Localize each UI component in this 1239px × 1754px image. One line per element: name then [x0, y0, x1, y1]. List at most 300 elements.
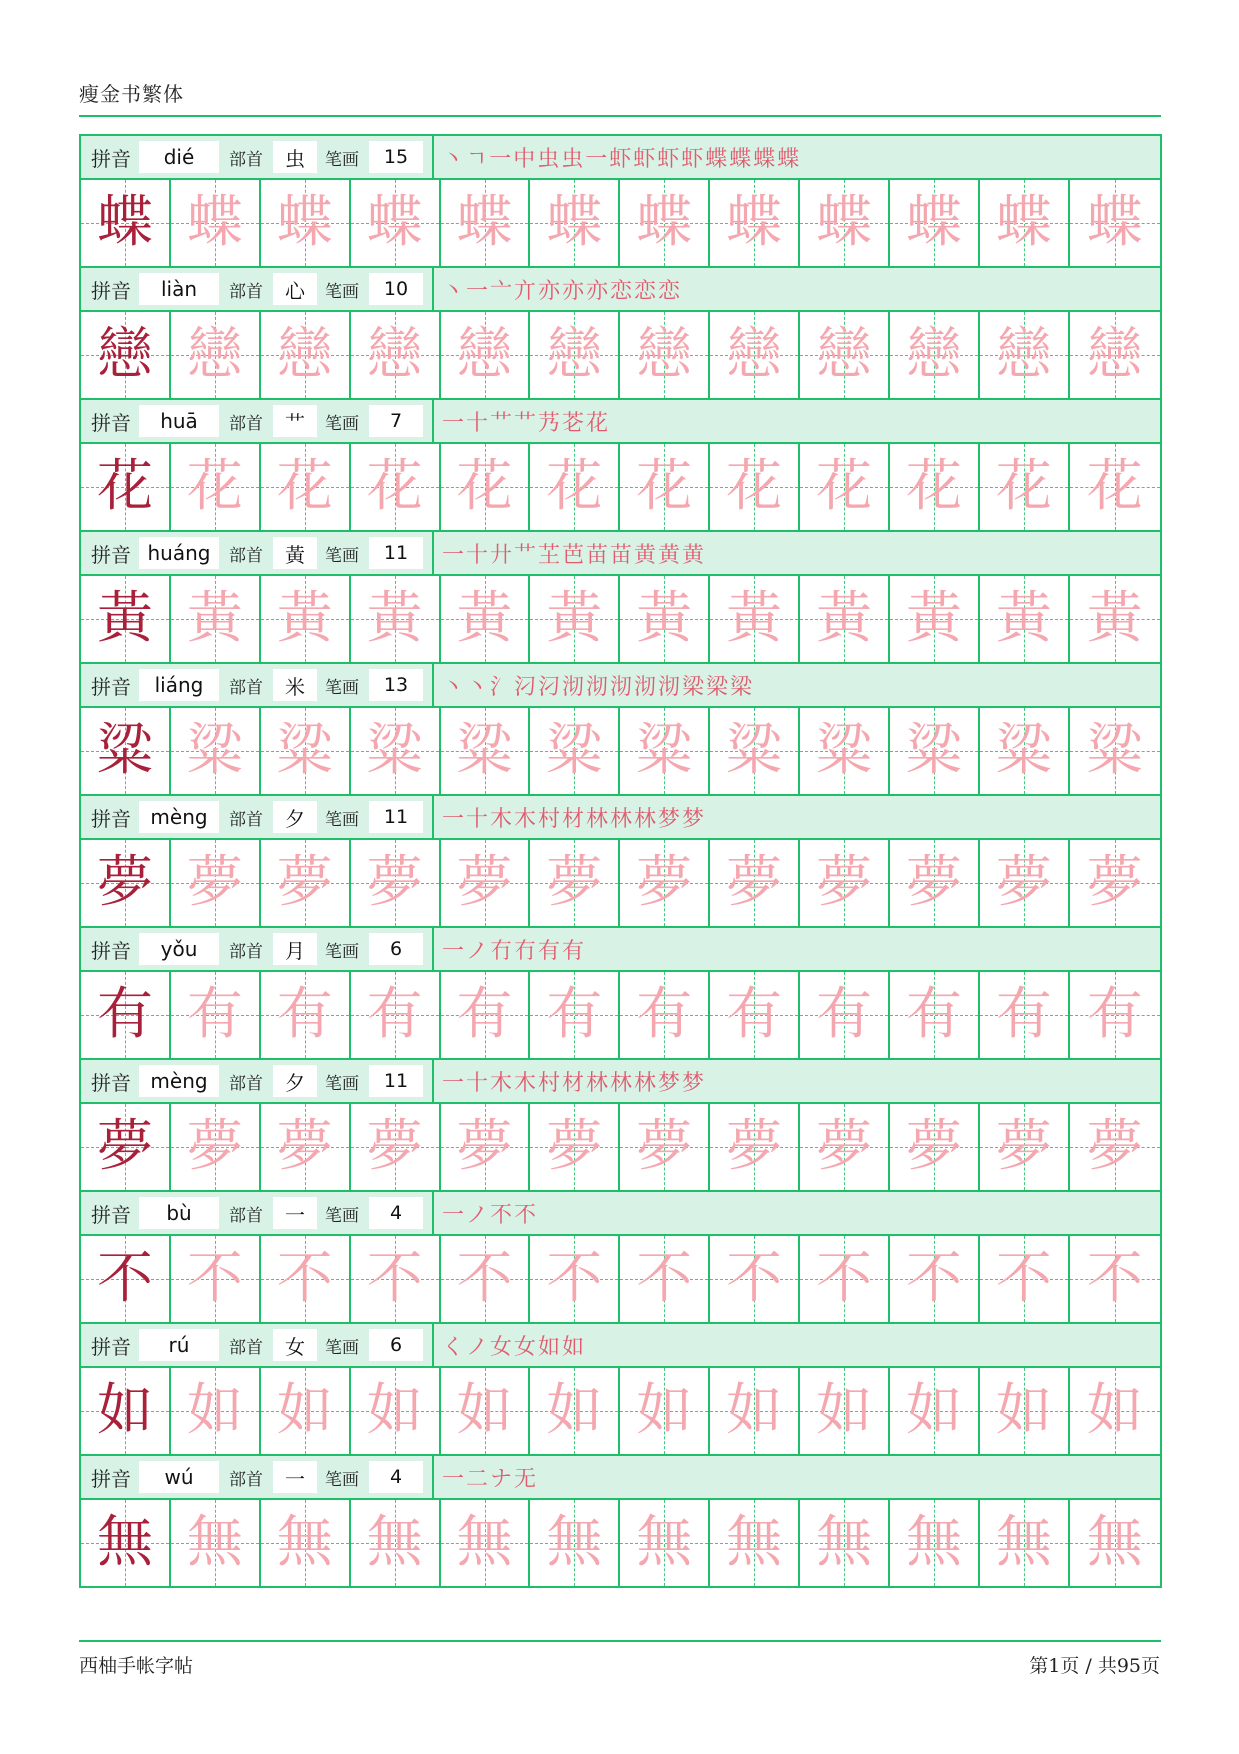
trace-cell	[1070, 1368, 1160, 1454]
trace-character: 有	[636, 982, 693, 1047]
trace-character: 蝶	[905, 190, 962, 255]
trace-character: 花	[995, 454, 1052, 519]
practice-grid-row	[81, 1236, 1160, 1322]
trace-cell	[441, 708, 531, 794]
trace-character: 不	[456, 1246, 513, 1311]
entry-info-bar	[81, 1190, 1160, 1236]
trace-character: 夢	[186, 850, 243, 915]
trace-cell	[261, 972, 351, 1058]
trace-cell	[261, 180, 351, 266]
trace-character: 粱	[816, 718, 873, 783]
strokes-value: 15	[369, 141, 423, 173]
pinyin-label: 拼音	[91, 146, 131, 171]
trace-cell	[530, 1368, 620, 1454]
trace-character: 戀	[366, 322, 423, 387]
trace-character: 無	[995, 1510, 1052, 1575]
trace-character: 黃	[726, 586, 783, 651]
trace-cell	[980, 840, 1070, 926]
trace-cell	[1070, 312, 1160, 398]
trace-cell	[351, 1368, 441, 1454]
character-entry	[81, 136, 1160, 266]
trace-character: 無	[456, 1510, 513, 1575]
trace-character: 蝶	[726, 190, 783, 255]
radical-label: 部首	[229, 677, 263, 698]
trace-cell	[890, 1368, 980, 1454]
radical-label: 部首	[229, 809, 263, 830]
trace-character: 有	[816, 982, 873, 1047]
entry-info-bar	[81, 794, 1160, 840]
entry-info-bar	[81, 398, 1160, 444]
trace-cell	[351, 180, 441, 266]
practice-grid-row	[81, 1104, 1160, 1190]
trace-character: 蝶	[995, 190, 1052, 255]
trace-cell	[171, 840, 261, 926]
stroke-sequence: くノ女女如如	[442, 1334, 587, 1360]
radical-value: 月	[273, 933, 317, 965]
radical-value: 一	[273, 1461, 317, 1493]
entry-meta	[81, 1060, 434, 1102]
trace-cell	[890, 444, 980, 530]
entry-meta	[81, 1324, 434, 1366]
trace-cell	[530, 180, 620, 266]
model-character: 夢	[96, 1114, 153, 1179]
trace-cell	[171, 1500, 261, 1586]
trace-cell	[351, 840, 441, 926]
trace-cell	[800, 576, 890, 662]
model-character: 不	[96, 1246, 153, 1311]
pinyin-value: liáng	[139, 669, 219, 701]
trace-cell	[1070, 180, 1160, 266]
pinyin-value: bù	[139, 1197, 219, 1229]
trace-character: 戀	[186, 322, 243, 387]
model-character: 戀	[96, 322, 153, 387]
model-cell	[81, 840, 171, 926]
trace-cell	[800, 1236, 890, 1322]
trace-cell	[351, 1236, 441, 1322]
trace-cell	[171, 972, 261, 1058]
trace-character: 夢	[726, 850, 783, 915]
entry-info-bar	[81, 1058, 1160, 1104]
trace-character: 有	[456, 982, 513, 1047]
strokes-value: 4	[369, 1461, 423, 1493]
stroke-sequence: 丶ㄱ一中虫虫一虾虾虾虾蝶蝶蝶蝶	[442, 146, 802, 172]
trace-character: 不	[366, 1246, 423, 1311]
trace-cell	[980, 576, 1070, 662]
entry-meta	[81, 796, 434, 838]
trace-cell	[351, 708, 441, 794]
trace-character: 花	[905, 454, 962, 519]
trace-character: 蝶	[186, 190, 243, 255]
trace-cell	[800, 708, 890, 794]
trace-character: 戀	[456, 322, 513, 387]
trace-character: 蝶	[276, 190, 333, 255]
trace-character: 粱	[366, 718, 423, 783]
trace-cell	[441, 972, 531, 1058]
trace-character: 黃	[546, 586, 603, 651]
trace-character: 夢	[546, 1114, 603, 1179]
radical-label: 部首	[229, 1337, 263, 1358]
trace-cell	[980, 312, 1070, 398]
entry-info-bar	[81, 926, 1160, 972]
trace-cell	[441, 1104, 531, 1190]
trace-character: 如	[1086, 1378, 1143, 1443]
entry-info-bar	[81, 530, 1160, 576]
model-character: 如	[96, 1378, 153, 1443]
trace-cell	[890, 972, 980, 1058]
trace-cell	[710, 708, 800, 794]
trace-character: 黃	[995, 586, 1052, 651]
trace-cell	[1070, 708, 1160, 794]
model-character: 黃	[96, 586, 153, 651]
trace-cell	[351, 1500, 441, 1586]
practice-grid-row	[81, 972, 1160, 1058]
trace-cell	[710, 1104, 800, 1190]
trace-cell	[171, 312, 261, 398]
character-entry	[81, 926, 1160, 1058]
strokes-label: 笔画	[325, 1337, 359, 1358]
trace-cell	[351, 972, 441, 1058]
radical-label: 部首	[229, 1073, 263, 1094]
trace-cell	[441, 1368, 531, 1454]
trace-character: 夢	[905, 850, 962, 915]
trace-cell	[171, 576, 261, 662]
trace-cell	[441, 840, 531, 926]
trace-cell	[261, 1500, 351, 1586]
trace-character: 花	[366, 454, 423, 519]
entry-info-bar	[81, 1322, 1160, 1368]
trace-character: 有	[366, 982, 423, 1047]
pinyin-value: huā	[139, 405, 219, 437]
trace-cell	[620, 840, 710, 926]
trace-cell	[620, 576, 710, 662]
trace-character: 戀	[726, 322, 783, 387]
trace-cell	[710, 1236, 800, 1322]
trace-character: 無	[905, 1510, 962, 1575]
radical-label: 部首	[229, 413, 263, 434]
radical-label: 部首	[229, 281, 263, 302]
trace-cell	[171, 1368, 261, 1454]
pinyin-value: rú	[139, 1329, 219, 1361]
trace-cell	[710, 972, 800, 1058]
trace-character: 不	[816, 1246, 873, 1311]
stroke-sequence: 一ノ不不	[442, 1202, 539, 1228]
trace-cell	[980, 1104, 1070, 1190]
trace-cell	[351, 1104, 441, 1190]
trace-cell	[530, 312, 620, 398]
trace-character: 蝶	[366, 190, 423, 255]
trace-character: 如	[276, 1378, 333, 1443]
trace-character: 黃	[816, 586, 873, 651]
strokes-label: 笔画	[325, 149, 359, 170]
trace-cell	[171, 444, 261, 530]
radical-label: 部首	[229, 149, 263, 170]
trace-cell	[620, 708, 710, 794]
trace-character: 不	[905, 1246, 962, 1311]
trace-cell	[351, 444, 441, 530]
trace-cell	[620, 972, 710, 1058]
trace-character: 夢	[726, 1114, 783, 1179]
pinyin-value: wú	[139, 1461, 219, 1493]
trace-character: 夢	[186, 1114, 243, 1179]
trace-cell	[620, 312, 710, 398]
character-entry	[81, 398, 1160, 530]
trace-cell	[890, 312, 980, 398]
entry-meta	[81, 928, 434, 970]
trace-character: 戀	[905, 322, 962, 387]
trace-character: 粱	[456, 718, 513, 783]
practice-grid-row	[81, 180, 1160, 266]
trace-character: 如	[636, 1378, 693, 1443]
trace-character: 如	[905, 1378, 962, 1443]
pinyin-label: 拼音	[91, 1466, 131, 1491]
trace-character: 戀	[276, 322, 333, 387]
trace-cell	[530, 1236, 620, 1322]
strokes-label: 笔画	[325, 281, 359, 302]
trace-character: 夢	[456, 1114, 513, 1179]
header-divider	[79, 115, 1161, 117]
trace-character: 有	[276, 982, 333, 1047]
radical-label: 部首	[229, 1205, 263, 1226]
trace-cell	[530, 1500, 620, 1586]
trace-character: 如	[366, 1378, 423, 1443]
radical-label: 部首	[229, 941, 263, 962]
trace-character: 夢	[816, 850, 873, 915]
trace-character: 夢	[276, 1114, 333, 1179]
trace-character: 黃	[636, 586, 693, 651]
trace-cell	[1070, 444, 1160, 530]
trace-character: 夢	[546, 850, 603, 915]
trace-character: 如	[995, 1378, 1052, 1443]
trace-character: 如	[726, 1378, 783, 1443]
trace-character: 無	[366, 1510, 423, 1575]
pinyin-label: 拼音	[91, 938, 131, 963]
model-cell	[81, 1368, 171, 1454]
trace-cell	[1070, 972, 1160, 1058]
strokes-value: 7	[369, 405, 423, 437]
trace-cell	[710, 180, 800, 266]
trace-character: 粱	[276, 718, 333, 783]
practice-grid-row	[81, 708, 1160, 794]
radical-value: 米	[273, 669, 317, 701]
entry-meta	[81, 664, 434, 706]
pinyin-value: huáng	[139, 537, 219, 569]
trace-cell	[171, 1104, 261, 1190]
trace-cell	[800, 972, 890, 1058]
pinyin-label: 拼音	[91, 1334, 131, 1359]
trace-cell	[530, 576, 620, 662]
entry-meta	[81, 400, 434, 442]
trace-character: 不	[186, 1246, 243, 1311]
trace-cell	[890, 1104, 980, 1190]
trace-cell	[441, 444, 531, 530]
trace-cell	[890, 840, 980, 926]
trace-cell	[710, 444, 800, 530]
trace-cell	[530, 444, 620, 530]
trace-cell	[441, 312, 531, 398]
model-cell	[81, 180, 171, 266]
character-entry	[81, 1190, 1160, 1322]
trace-cell	[980, 708, 1070, 794]
model-cell	[81, 576, 171, 662]
model-cell	[81, 708, 171, 794]
trace-character: 不	[726, 1246, 783, 1311]
trace-character: 夢	[366, 1114, 423, 1179]
trace-character: 花	[546, 454, 603, 519]
trace-character: 不	[995, 1246, 1052, 1311]
pinyin-value: dié	[139, 141, 219, 173]
stroke-sequence: 丶丶氵汈汈沏沏沏沏沏梁梁梁	[442, 674, 755, 700]
trace-cell	[261, 312, 351, 398]
radical-value: 夕	[273, 1065, 317, 1097]
trace-cell	[441, 576, 531, 662]
practice-sheet	[79, 134, 1162, 1588]
trace-cell	[441, 180, 531, 266]
stroke-sequence: 一十廾艹芏芭苗苗黄黄黄	[442, 542, 707, 568]
trace-character: 粱	[1086, 718, 1143, 783]
trace-cell	[710, 312, 800, 398]
trace-cell	[530, 708, 620, 794]
trace-cell	[980, 972, 1070, 1058]
trace-cell	[351, 312, 441, 398]
strokes-label: 笔画	[325, 941, 359, 962]
model-character: 有	[96, 982, 153, 1047]
trace-character: 如	[186, 1378, 243, 1443]
trace-character: 不	[546, 1246, 603, 1311]
radical-value: 艹	[273, 405, 317, 437]
trace-cell	[800, 180, 890, 266]
stroke-sequence: 丶一亠亣亦亦亦恋恋恋	[442, 278, 683, 304]
trace-character: 夢	[1086, 1114, 1143, 1179]
pinyin-label: 拼音	[91, 1202, 131, 1227]
trace-cell	[890, 708, 980, 794]
stroke-sequence: 一十艹艹艿芲花	[442, 410, 611, 436]
strokes-value: 6	[369, 1329, 423, 1361]
trace-character: 有	[1086, 982, 1143, 1047]
character-entry	[81, 662, 1160, 794]
trace-character: 夢	[995, 850, 1052, 915]
trace-character: 戀	[636, 322, 693, 387]
trace-character: 有	[905, 982, 962, 1047]
trace-cell	[620, 180, 710, 266]
trace-character: 花	[1086, 454, 1143, 519]
trace-cell	[1070, 576, 1160, 662]
trace-cell	[261, 708, 351, 794]
trace-cell	[171, 180, 261, 266]
trace-character: 夢	[905, 1114, 962, 1179]
radical-value: 一	[273, 1197, 317, 1229]
trace-cell	[980, 444, 1070, 530]
trace-character: 粱	[636, 718, 693, 783]
trace-cell	[800, 444, 890, 530]
trace-character: 花	[186, 454, 243, 519]
trace-character: 夢	[276, 850, 333, 915]
character-entry	[81, 530, 1160, 662]
strokes-value: 13	[369, 669, 423, 701]
trace-character: 有	[995, 982, 1052, 1047]
footer-brand: 西柚手帐字帖	[79, 1655, 194, 1677]
trace-cell	[261, 576, 351, 662]
trace-character: 戀	[995, 322, 1052, 387]
trace-character: 無	[636, 1510, 693, 1575]
model-character: 粱	[96, 718, 153, 783]
practice-grid-row	[81, 444, 1160, 530]
strokes-label: 笔画	[325, 809, 359, 830]
radical-value: 虫	[273, 141, 317, 173]
trace-character: 無	[816, 1510, 873, 1575]
trace-cell	[620, 1104, 710, 1190]
stroke-sequence: 一十木木村材林林林梦梦	[442, 806, 707, 832]
pinyin-label: 拼音	[91, 674, 131, 699]
trace-character: 有	[186, 982, 243, 1047]
page-header-title: 瘦金书繁体	[79, 82, 184, 106]
trace-cell	[710, 1368, 800, 1454]
trace-cell	[980, 180, 1070, 266]
trace-character: 無	[1086, 1510, 1143, 1575]
character-entry	[81, 794, 1160, 926]
entry-meta	[81, 532, 434, 574]
trace-cell	[261, 1368, 351, 1454]
radical-value: 女	[273, 1329, 317, 1361]
stroke-sequence: 一二ナ无	[442, 1466, 539, 1492]
pinyin-label: 拼音	[91, 542, 131, 567]
trace-cell	[620, 444, 710, 530]
trace-character: 花	[816, 454, 873, 519]
model-character: 無	[96, 1510, 153, 1575]
strokes-value: 10	[369, 273, 423, 305]
trace-cell	[530, 1104, 620, 1190]
strokes-label: 笔画	[325, 1073, 359, 1094]
trace-character: 夢	[366, 850, 423, 915]
trace-character: 粱	[905, 718, 962, 783]
trace-character: 花	[636, 454, 693, 519]
trace-character: 黃	[456, 586, 513, 651]
trace-cell	[980, 1500, 1070, 1586]
stroke-sequence: 一十木木村材林林林梦梦	[442, 1070, 707, 1096]
trace-character: 戀	[546, 322, 603, 387]
practice-grid-row	[81, 1368, 1160, 1454]
trace-cell	[800, 312, 890, 398]
model-cell	[81, 1500, 171, 1586]
trace-character: 夢	[995, 1114, 1052, 1179]
entry-info-bar	[81, 662, 1160, 708]
trace-cell	[530, 972, 620, 1058]
entry-meta	[81, 1456, 434, 1498]
strokes-value: 11	[369, 1065, 423, 1097]
trace-cell	[261, 444, 351, 530]
trace-cell	[441, 1236, 531, 1322]
trace-character: 蝶	[816, 190, 873, 255]
trace-cell	[441, 1500, 531, 1586]
trace-cell	[261, 840, 351, 926]
trace-cell	[1070, 1236, 1160, 1322]
trace-cell	[171, 708, 261, 794]
footer-divider	[79, 1640, 1161, 1642]
trace-character: 夢	[636, 1114, 693, 1179]
trace-character: 夢	[1086, 850, 1143, 915]
character-entry	[81, 266, 1160, 398]
trace-character: 花	[276, 454, 333, 519]
character-entry	[81, 1058, 1160, 1190]
trace-character: 無	[546, 1510, 603, 1575]
trace-character: 黃	[186, 586, 243, 651]
entry-meta	[81, 1192, 434, 1234]
trace-cell	[530, 840, 620, 926]
trace-character: 黃	[276, 586, 333, 651]
strokes-label: 笔画	[325, 545, 359, 566]
entry-info-bar	[81, 1454, 1160, 1500]
pinyin-value: liàn	[139, 273, 219, 305]
trace-character: 蝶	[1086, 190, 1143, 255]
